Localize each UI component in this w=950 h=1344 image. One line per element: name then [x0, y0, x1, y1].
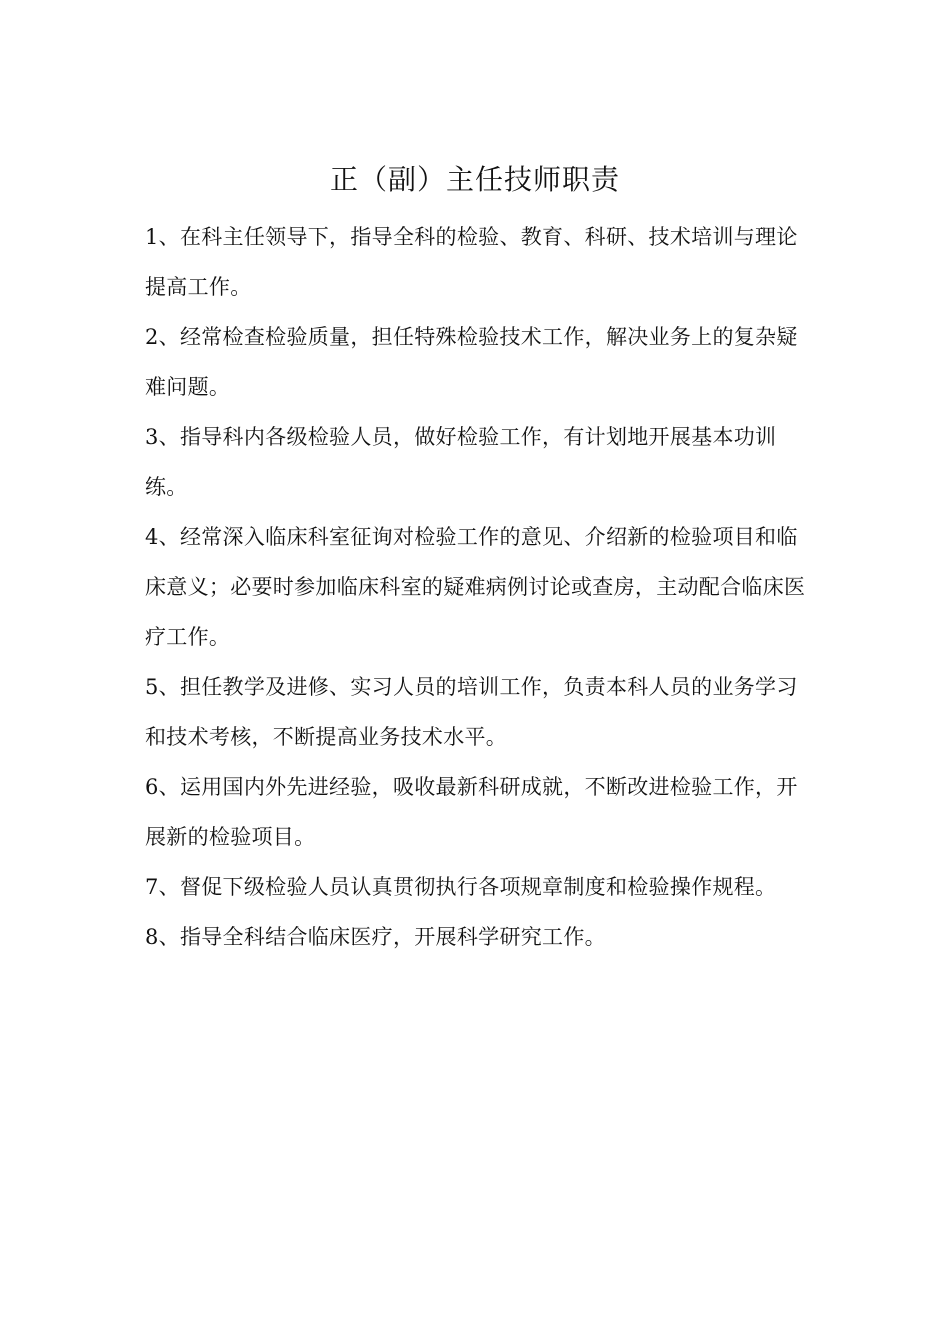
duty-item-5: 5、担任教学及进修、实习人员的培训工作，负责本科人员的业务学习和技术考核，不断提高业务技术水平。 — [145, 675, 798, 749]
duty-item-6: 6、运用国内外先进经验，吸收最新科研成就，不断改进检验工作，开展新的检验项目。 — [145, 775, 798, 849]
duty-list — [145, 212, 810, 962]
document-title: 正（副）主任技师职责 — [329, 163, 620, 196]
duty-item-4: 4、经常深入临床科室征询对检验工作的意见、介绍新的检验项目和临床意义；必要时参加临床科室的疑难病例讨论或查房，主动配合临床医疗工作。 — [145, 525, 806, 649]
duty-item-1: 1、在科主任领导下，指导全科的检验、教育、科研、技术培训与理论提高工作。 — [145, 225, 798, 299]
duty-item-2: 2、经常检查检验质量，担任特殊检验技术工作，解决业务上的复杂疑难问题。 — [145, 325, 798, 399]
duty-item-3: 3、指导科内各级检验人员，做好检验工作，有计划地开展基本功训练。 — [145, 425, 777, 499]
duty-item-8: 8、指导全科结合临床医疗，开展科学研究工作。 — [145, 925, 606, 949]
duty-item-7: 7、督促下级检验人员认真贯彻执行各项规章制度和检验操作规程。 — [145, 875, 777, 899]
